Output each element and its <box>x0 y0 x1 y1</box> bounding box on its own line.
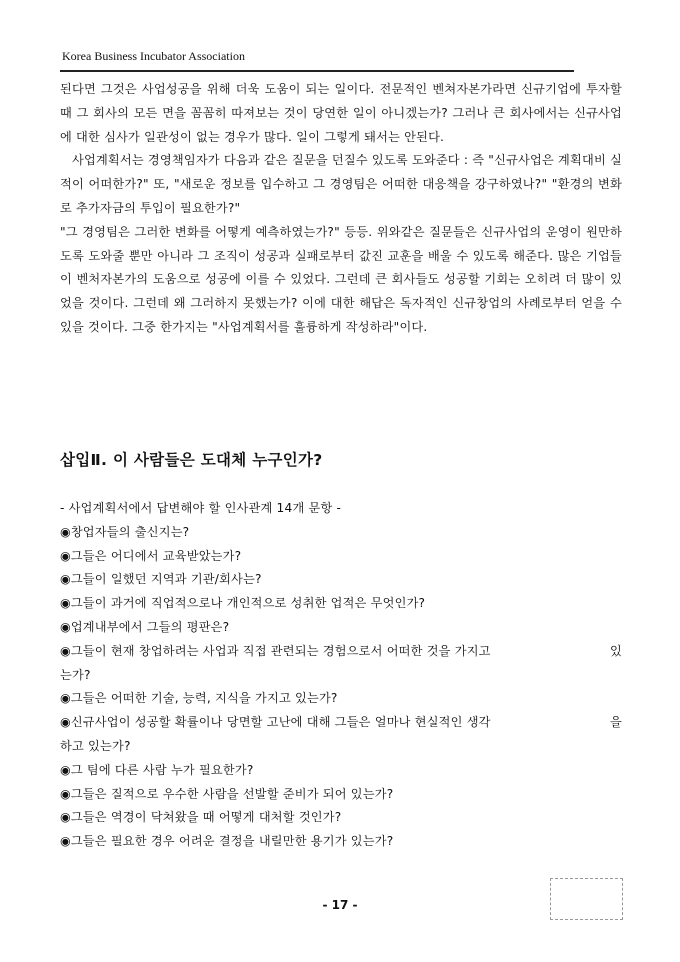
list-item-text-end: 을 <box>610 715 622 730</box>
paragraph: 사업계획서는 경영책임자가 다음과 같은 질문을 던질수 있도록 도와준다 : 즉 "신규사업은 계획대비 실적이 어떠한가?" 또, "새로운 정보를 입수하고 그 경영팀은 어떠한 대응책을 강구하였나?" "환경의 변화로 추가자금의 투입이 필요한가?" <box>60 153 622 215</box>
list-item-text: ◉그들이 현재 창업하려는 사업과 직접 관련되는 경험으로서 어떠한 것을 가지고 <box>60 643 491 658</box>
list-item: ◉그들은 어디에서 교육받았는가? <box>60 548 242 563</box>
list-item-text-end: 있 <box>610 643 622 658</box>
section-title: 삽입Ⅱ. 이 사람들은 도대체 누구인가? <box>60 451 323 469</box>
list-item <box>60 640 622 664</box>
list-item: ◉그 팀에 다른 사람 누가 필요한가? <box>60 762 254 777</box>
page-number: - 17 - <box>322 898 358 912</box>
list-item: ◉창업자들의 출신지는? <box>60 524 190 539</box>
list-item: ◉업계내부에서 그들의 평판은? <box>60 619 230 634</box>
list-item: ◉그들은 필요한 경우 어려운 결정을 내릴만한 용기가 있는가? <box>60 834 394 849</box>
list-item-continued: 하고 있는가? <box>60 738 131 753</box>
paragraph: "그 경영팀은 그러한 변화를 어떻게 예측하였는가?" 등등. 위와같은 질문들은 신규사업의 운영이 원만하도록 도와줄 뿐만 아니라 그 조직이 성공과 실패로부터 값진 교훈을 배울 수 있도록 해준다. 많은 기업들이 벤처자본가의 도움으로 성공에 이를 수 있었다. 그런데 큰 회사들도 성공할 기회는 오히려 더 많이 있었을 것이다. 그런데 왜 그러하지 못했는가? 이에 대한 해답은 독자적인 신규창업의 사례로부터 얻을 수 있을 것이다. 그중 한가지는 "사업계획서를 훌륭하게 작성하라"이다. <box>60 224 622 334</box>
header-rule <box>60 70 574 72</box>
list-item-text: ◉신규사업이 성공할 확률이나 당면할 고난에 대해 그들은 얼마나 현실적인 생각 <box>60 715 491 730</box>
list-item: ◉그들은 질적으로 우수한 사람을 선발할 준비가 되어 있는가? <box>60 786 394 801</box>
list-subtitle: - 사업계획서에서 답변해야 할 인사관계 14개 문항 - <box>60 501 342 515</box>
question-list <box>60 497 622 854</box>
list-item-continued: 는가? <box>60 667 91 682</box>
running-header: Korea Business Incubator Association <box>62 49 245 63</box>
list-item: ◉그들은 역경이 닥쳐왔을 때 어떻게 대처할 것인가? <box>60 810 342 825</box>
list-item <box>60 711 622 735</box>
paragraph: 된다면 그것은 사업성공을 위해 더욱 도움이 되는 일이다. 전문적인 벤쳐자본가라면 신규기업에 투자할 때 그 회사의 모든 면을 꼼꼼히 따져보는 것이 당연한 일이 아니겠는가? 그러나 큰 회사에서는 신규사업에 대한 심사가 일관성이 없는 경우가 많다. 일이 그렇게 돼서는 안된다. <box>60 82 622 144</box>
list-item: ◉그들이 과거에 직업적으로나 개인적으로 성취한 업적은 무엇인가? <box>60 596 426 611</box>
list-item: ◉그들이 일했던 지역과 기관/회사는? <box>60 572 262 587</box>
dashed-box <box>550 878 623 920</box>
body-text <box>60 78 622 340</box>
list-item: ◉그들은 어떠한 기술, 능력, 지식을 가지고 있는가? <box>60 691 338 706</box>
